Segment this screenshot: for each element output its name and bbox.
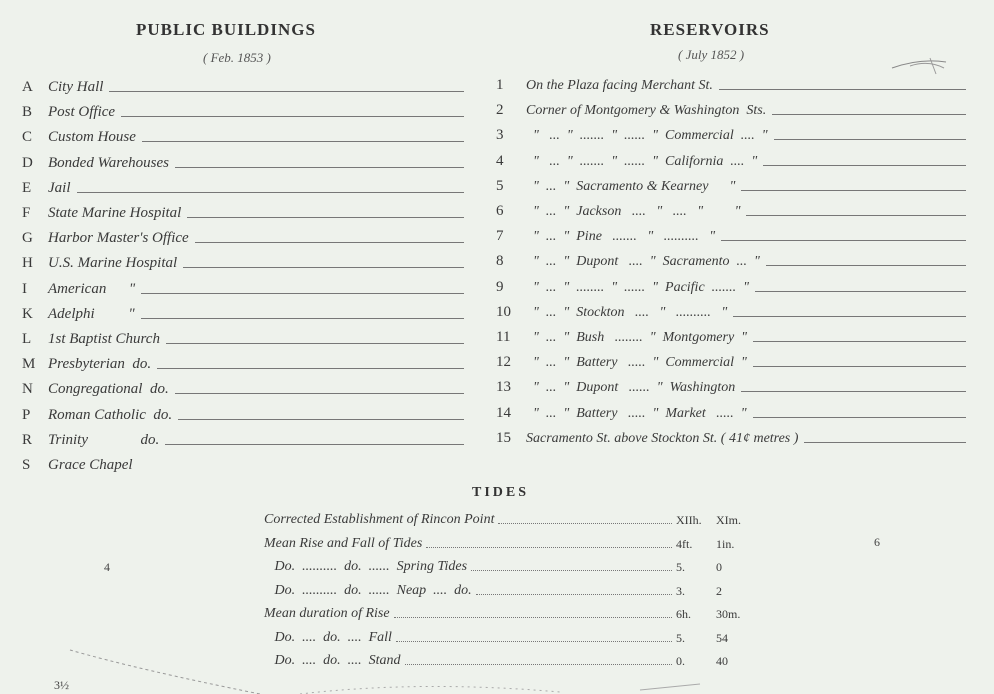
leader-line — [774, 139, 966, 140]
public-building-row — [22, 402, 470, 424]
dotted-leader — [394, 617, 672, 618]
tides-title: TIDES — [472, 485, 530, 500]
public-building-name: Post Office — [48, 104, 116, 121]
dotted-leader — [471, 570, 672, 571]
reservoir-key: 2 — [496, 102, 504, 119]
leader-line — [753, 417, 966, 418]
public-building-name: Roman Catholic do. — [48, 406, 173, 423]
public-building-row — [22, 301, 470, 323]
tide-label: Do. .......... do. ...... Spring Tides — [264, 559, 468, 574]
public-building-key: E — [22, 179, 32, 196]
tide-value-major: 5. — [676, 630, 685, 645]
reservoir-row — [496, 324, 972, 346]
public-building-key: R — [22, 431, 33, 448]
reservoir-name: Corner of Montgomery & Washington Sts. — [526, 103, 767, 119]
public-building-row — [22, 276, 470, 298]
leader-line — [165, 444, 464, 445]
public-building-row — [22, 150, 470, 172]
tide-value-major: 4ft. — [676, 536, 693, 551]
tide-label: Mean Rise and Fall of Tides — [264, 535, 423, 551]
leader-line — [733, 316, 966, 317]
reservoirs-title: RESERVOIRS — [650, 20, 770, 39]
reservoir-row — [496, 148, 972, 170]
reservoir-key: 14 — [496, 404, 511, 421]
reservoir-key: 10 — [496, 303, 511, 320]
tide-value-minor: 0 — [716, 560, 722, 574]
public-building-key: F — [22, 205, 31, 221]
reservoir-key: 15 — [496, 429, 511, 446]
reservoir-row — [496, 349, 972, 371]
tide-row — [264, 600, 756, 622]
leader-line — [741, 391, 966, 392]
reservoir-name: " ... " Bush ........ " Montgomery " — [526, 330, 748, 345]
reservoir-key: 8 — [496, 253, 504, 270]
reservoir-row — [496, 274, 972, 296]
tide-value-minor: 40 — [716, 654, 728, 668]
leader-line — [175, 167, 464, 168]
public-building-row — [22, 124, 470, 146]
reservoir-row — [496, 400, 972, 422]
tide-value-major: XIIh. — [676, 513, 702, 527]
margin-number-bottom-left: 3½ — [54, 678, 69, 692]
margin-number-left: 4 — [104, 560, 110, 574]
public-building-name: Presbyterian do. — [48, 356, 152, 373]
reservoir-row — [496, 198, 972, 220]
leader-line — [719, 89, 966, 90]
tide-value-minor: 1in. — [716, 536, 735, 551]
reservoir-row — [496, 173, 972, 195]
public-buildings-date: ( Feb. 1853 ) — [203, 50, 271, 65]
reservoir-name: " ... " ....... " ...... " California .... " — [526, 153, 758, 169]
public-building-key: D — [22, 154, 33, 171]
public-building-row — [22, 452, 172, 474]
tide-row — [264, 506, 756, 528]
tide-row — [264, 530, 756, 552]
leader-line — [141, 318, 464, 319]
pen-flourish-icon — [890, 54, 950, 78]
reservoir-row — [496, 425, 972, 447]
reservoir-key: 6 — [496, 203, 504, 219]
leader-line — [175, 393, 464, 394]
public-building-name: U.S. Marine Hospital — [48, 255, 178, 272]
public-building-name: Grace Chapel — [48, 457, 133, 473]
leader-line — [755, 291, 966, 292]
reservoir-key: 5 — [496, 177, 504, 194]
reservoir-key: 4 — [496, 152, 504, 169]
tide-label: Do. .... do. .... Fall — [264, 629, 392, 645]
public-building-key: N — [22, 381, 33, 398]
leader-line — [142, 141, 464, 142]
leader-line — [772, 114, 966, 115]
public-buildings-title: PUBLIC BUILDINGS — [136, 20, 316, 39]
leader-line — [77, 192, 465, 193]
tide-value-minor: 30m. — [716, 607, 741, 621]
reservoir-name: " ... " Dupont .... " Sacramento ... " — [526, 254, 760, 270]
public-building-row — [22, 175, 470, 197]
dotted-leader — [426, 547, 672, 548]
map-fragment-lines — [0, 640, 994, 694]
leader-line — [721, 240, 966, 241]
reservoir-name: " ... " ....... " ...... " Commercial .... " — [526, 128, 768, 144]
leader-line — [178, 419, 464, 420]
leader-line — [109, 91, 464, 92]
reservoir-name: " ... " Battery ..... " Market ..... " — [526, 405, 747, 421]
reservoir-name: " ... " Jackson .... " .... " " — [526, 204, 741, 219]
tide-value-minor: 54 — [716, 630, 728, 645]
public-building-row — [22, 74, 470, 96]
public-building-key: K — [22, 305, 33, 322]
public-building-name: American " — [48, 280, 136, 297]
reservoir-name: " ... " Dupont ...... " Washington — [526, 380, 736, 396]
reservoir-name: " ... " ........ " ...... " Pacific ....... " — [526, 279, 750, 295]
leader-line — [141, 293, 464, 294]
public-building-key: L — [22, 331, 32, 347]
leader-line — [183, 267, 464, 268]
leader-line — [166, 343, 464, 344]
leader-line — [741, 190, 966, 191]
tide-row — [264, 553, 756, 575]
reservoir-row — [496, 97, 972, 119]
public-building-row — [22, 427, 470, 449]
public-building-name: Bonded Warehouses — [48, 154, 169, 171]
tide-label: Mean duration of Rise — [264, 606, 390, 621]
reservoir-row — [496, 122, 972, 144]
public-building-key: A — [22, 79, 33, 95]
public-building-key: B — [22, 104, 33, 121]
reservoir-key: 3 — [496, 127, 504, 144]
public-building-name: Custom House — [48, 129, 136, 146]
leader-line — [766, 265, 966, 266]
reservoir-name: On the Plaza facing Merchant St. — [526, 78, 713, 93]
public-building-name: State Marine Hospital — [48, 205, 182, 221]
public-building-row — [22, 200, 470, 222]
public-building-key: I — [22, 280, 27, 297]
reservoir-name: " ... " Stockton .... " .......... " — [526, 304, 728, 320]
public-building-name: Jail — [48, 179, 71, 196]
public-building-row — [22, 326, 470, 348]
leader-line — [195, 242, 464, 243]
leader-line — [746, 215, 966, 216]
public-building-row — [22, 99, 470, 121]
tide-value-minor: XIm. — [716, 513, 741, 527]
leader-line — [763, 165, 966, 166]
public-building-name: Adelphi " — [48, 305, 135, 322]
reservoir-row — [496, 223, 972, 245]
public-building-row — [22, 351, 470, 373]
margin-number-right: 6 — [874, 535, 880, 549]
tide-value-major: 3. — [676, 583, 685, 598]
leader-line — [753, 366, 966, 367]
public-building-name: 1st Baptist Church — [48, 331, 160, 347]
reservoir-key: 7 — [496, 228, 504, 245]
public-building-row — [22, 250, 470, 272]
tide-value-major: 6h. — [676, 607, 691, 621]
leader-line — [753, 341, 966, 342]
dotted-leader — [498, 523, 672, 524]
public-building-name: Congregational do. — [48, 381, 169, 398]
public-building-key: M — [22, 356, 36, 373]
leader-line — [187, 217, 464, 218]
tide-value-minor: 2 — [716, 583, 722, 598]
public-building-key: S — [22, 457, 31, 473]
reservoir-row — [496, 299, 972, 321]
reservoir-name: Sacramento St. above Stockton St. ( 41¢ metres ) — [526, 430, 799, 446]
reservoir-key: 9 — [496, 278, 504, 295]
reservoir-key: 11 — [496, 329, 511, 345]
public-building-row — [22, 225, 470, 247]
dotted-leader — [476, 594, 672, 595]
reservoir-key: 12 — [496, 354, 511, 371]
public-building-row — [22, 376, 470, 398]
tide-label: Corrected Establishment of Rincon Point — [264, 512, 495, 527]
reservoir-key: 13 — [496, 379, 511, 396]
public-building-name: City Hall — [48, 79, 104, 95]
reservoir-name: " ... " Battery ..... " Commercial " — [526, 355, 747, 371]
tide-row — [264, 577, 756, 599]
public-building-key: P — [22, 406, 31, 423]
tide-value-major: 0. — [676, 654, 685, 668]
reservoir-row — [496, 374, 972, 396]
public-building-key: G — [22, 230, 33, 247]
leader-line — [804, 442, 966, 443]
public-building-name: Trinity do. — [48, 431, 160, 448]
reservoir-key: 1 — [496, 77, 504, 93]
tide-label: Do. .......... do. ...... Neap .... do. — [264, 582, 472, 598]
reservoir-name: " ... " Pine ....... " .......... " — [526, 229, 716, 245]
public-building-key: H — [22, 255, 33, 272]
leader-line — [121, 116, 464, 117]
public-building-name: Harbor Master's Office — [48, 230, 189, 247]
leader-line — [157, 368, 464, 369]
tide-label: Do. .... do. .... Stand — [264, 653, 401, 668]
tide-value-major: 5. — [676, 560, 685, 574]
reservoir-row — [496, 248, 972, 270]
reservoirs-date: ( July 1852 ) — [678, 47, 745, 62]
public-building-key: C — [22, 129, 33, 146]
reservoir-name: " ... " Sacramento & Kearney " — [526, 178, 736, 194]
